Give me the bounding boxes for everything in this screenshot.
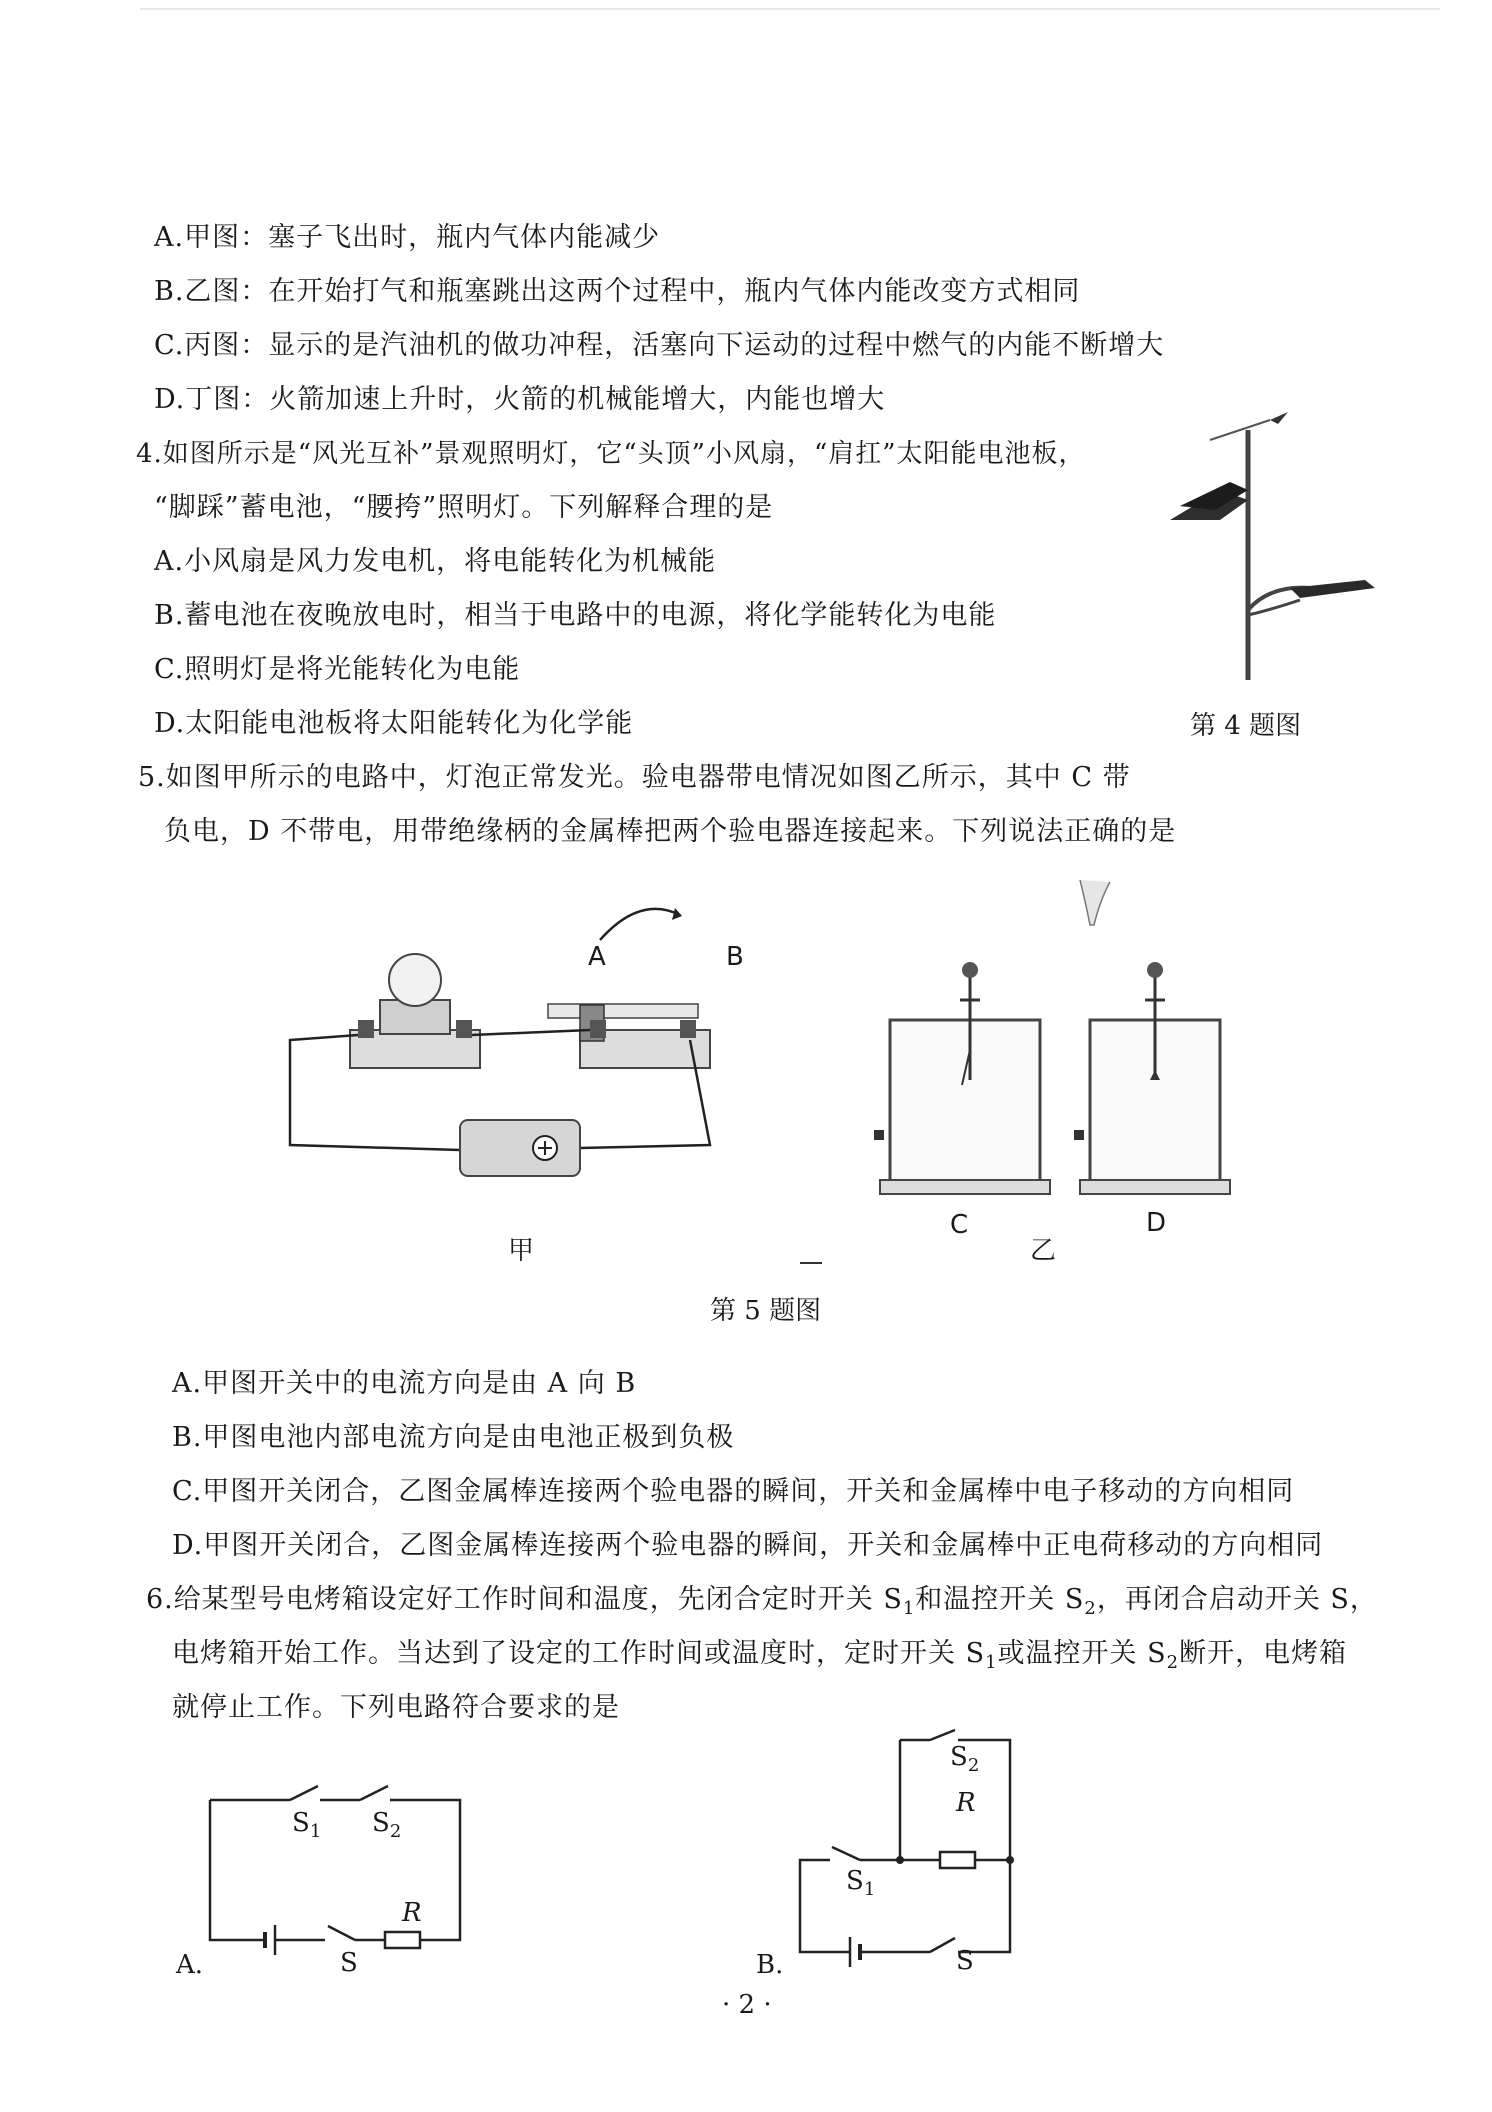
top-rule: [140, 8, 1440, 10]
q5-label-c: C: [950, 1210, 969, 1240]
q6-stem-line1: 6.给某型号电烤箱设定好工作时间和温度，先闭合定时开关 $S_1$和温控开关 $S_2$，再闭合启动开关 S，: [146, 1584, 1378, 1619]
q4-option-c: C.照明灯是将光能转化为电能: [154, 654, 521, 685]
dash-mark: [800, 1262, 822, 1264]
q6-stem-line3: 就停止工作。下列电路符合要求的是: [172, 1692, 620, 1723]
q4-stem-line1: 4.如图所示是“风光互补”景观照明灯，它“头顶”小风扇，“肩扛”太阳能电池板，: [136, 439, 1086, 469]
q5-stem-line1: 5.如图甲所示的电路中，灯泡正常发光。验电器带电情况如图乙所示，其中 C 带: [138, 762, 1131, 793]
q5-figure-yi-label: 乙: [1030, 1236, 1057, 1266]
q5-option-a: A.甲图开关中的电流方向是由 A 向 B: [172, 1368, 637, 1399]
q6-circuit-b-label: B.: [756, 1950, 784, 1980]
q5-option-b: B.甲图电池内部电流方向是由电池正极到负极: [172, 1422, 735, 1453]
q3-option-c: C.丙图：显示的是汽油机的做功冲程，活塞向下运动的过程中燃气的内能不断增大: [154, 330, 1165, 361]
q6-a-s: S: [340, 1948, 358, 1978]
q3-option-d: D.丁图：火箭加速上升时，火箭的机械能增大，内能也增大: [154, 384, 886, 415]
q6-stem-line2: 电烤箱开始工作。当达到了设定的工作时间或温度时，定时开关 $S_1$或温控开关 $S_2$断开，电烤箱: [172, 1638, 1348, 1673]
q5-figure-jia-label: 甲: [508, 1236, 535, 1266]
q6-b-s: S: [956, 1946, 974, 1976]
q6-a-s1: $S_1$: [292, 1808, 322, 1842]
q4-option-b: B.蓄电池在夜晚放电时，相当于电路中的电源，将化学能转化为电能: [154, 600, 997, 631]
q4-wind-solar-lamp-figure: [1160, 410, 1420, 690]
q6-b-s2: $S_2$: [950, 1742, 980, 1776]
q5-figure-jia-circuit: [280, 880, 740, 1200]
q4-figure-caption: 第 4 题图: [1190, 711, 1302, 741]
electroscope-d: [1074, 962, 1230, 1194]
q6-b-s1: $S_1$: [846, 1866, 876, 1900]
q4-option-d: D.太阳能电池板将太阳能转化为化学能: [154, 708, 634, 739]
q3-option-a: A.甲图：塞子飞出时，瓶内气体内能减少: [154, 222, 661, 253]
q5-stem-line2: 负电，D 不带电，用带绝缘柄的金属棒把两个验电器连接起来。下列说法正确的是: [164, 816, 1177, 847]
q6-circuit-a-label: A.: [176, 1950, 204, 1980]
page-number: · 2 ·: [722, 1990, 772, 2020]
q6-a-r: R: [402, 1898, 422, 1928]
q5-label-a: A: [588, 942, 606, 972]
q4-stem-line2: “脚踩”蓄电池，“腰挎”照明灯。下列解释合理的是: [154, 492, 774, 523]
q5-option-d: D.甲图开关闭合，乙图金属棒连接两个验电器的瞬间，开关和金属棒中正电荷移动的方向相同: [172, 1530, 1324, 1561]
q5-option-c: C.甲图开关闭合，乙图金属棒连接两个验电器的瞬间，开关和金属棒中电子移动的方向相同: [172, 1476, 1295, 1507]
q6-circuit-b: [790, 1730, 1020, 1970]
electroscope-c: [874, 962, 1050, 1194]
q5-label-d: D: [1146, 1208, 1167, 1238]
q5-figure-yi-electroscopes: [880, 880, 1260, 1200]
q3-option-b: B.乙图：在开始打气和瓶塞跳出这两个过程中，瓶内气体内能改变方式相同: [154, 276, 1081, 307]
q6-a-s2: $S_2$: [372, 1808, 402, 1842]
q5-figure-caption: 第 5 题图: [710, 1296, 822, 1326]
q5-label-b: B: [726, 942, 744, 972]
q4-option-a: A.小风扇是风力发电机，将电能转化为机械能: [154, 546, 717, 577]
q6-b-r: R: [956, 1788, 976, 1818]
